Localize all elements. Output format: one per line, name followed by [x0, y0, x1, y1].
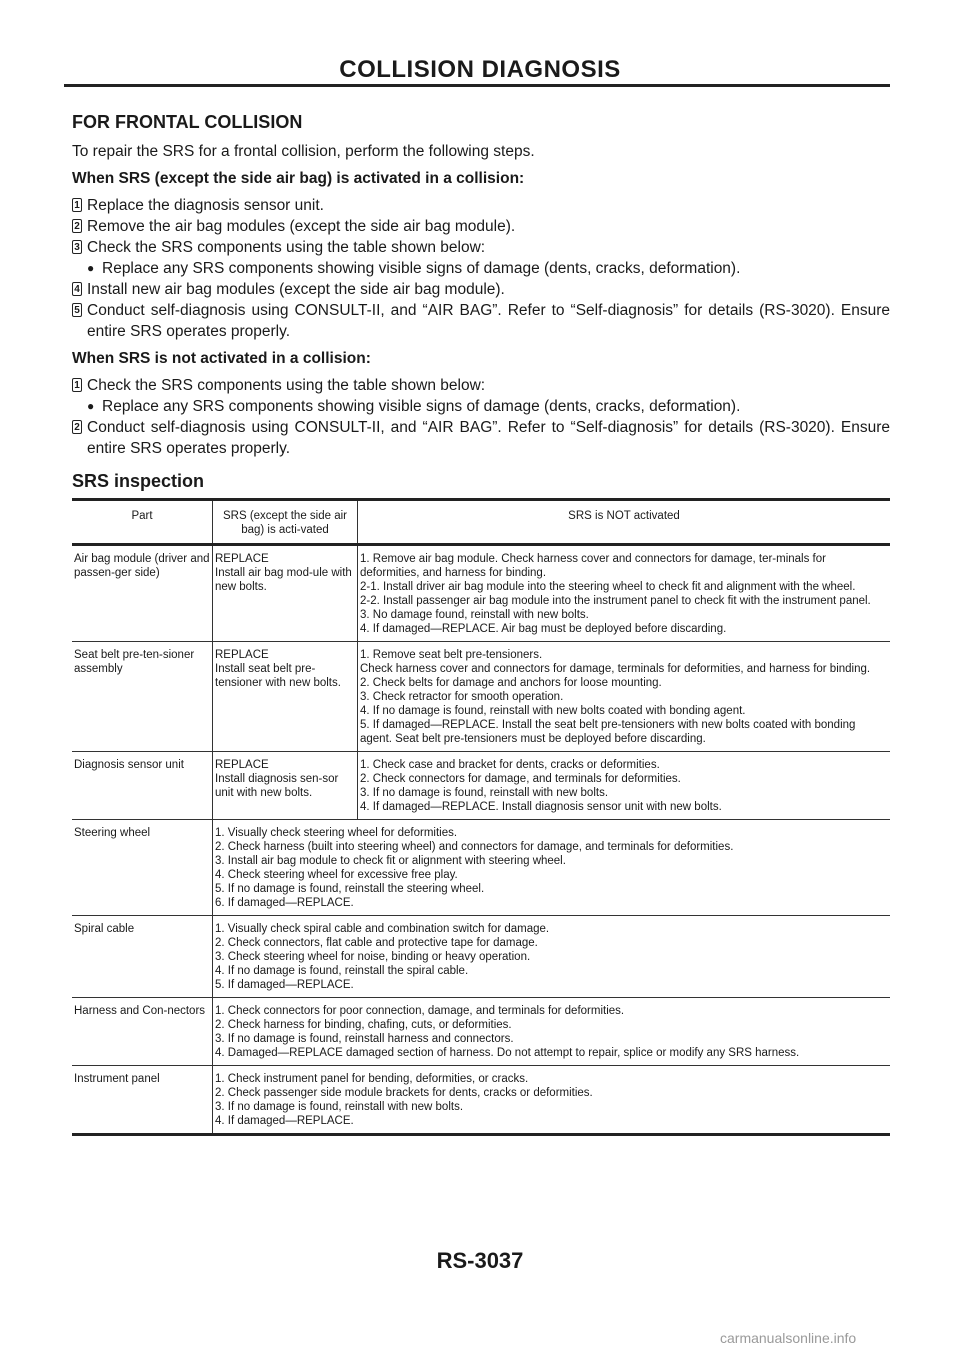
- cell-line: Check harness cover and connectors for damage, terminals for deformities, and harness for binding.: [360, 663, 871, 675]
- cell-part: Seat belt pre-ten-sioner assembly: [74, 649, 195, 675]
- step-number-4-icon: 4: [72, 282, 82, 296]
- intro-text: To repair the SRS for a frontal collision, perform the following steps.: [72, 143, 535, 160]
- cell-line: 1. Visually check spiral cable and combination switch for damage.: [215, 923, 550, 935]
- cell-line: 2-1. Install driver air bag module into the steering wheel to check fit and alignment with the wheel.: [360, 581, 856, 593]
- cell-line: 6. If damaged—REPLACE.: [215, 897, 354, 909]
- cell-part: Spiral cable: [74, 923, 135, 935]
- bullet-icon: ●: [87, 399, 95, 413]
- cell-line: 5. If no damage is found, reinstall the steering wheel.: [215, 883, 485, 895]
- cell-line: 3. Install air bag module to check fit or alignment with steering wheel.: [215, 855, 566, 867]
- table-row: [72, 1066, 890, 1135]
- step-number-1-icon: 1: [72, 198, 82, 212]
- cell-line: 2. Check harness (built into steering wheel) and connectors for damage, and terminals for deformities.: [215, 841, 734, 853]
- activated-step-4: 4 Install new air bag modules (except the side air bag module).: [72, 279, 890, 300]
- activated-step-3: 3 Check the SRS components using the table shown below:: [72, 237, 890, 258]
- bullet-icon: ●: [87, 261, 95, 275]
- cell-line: 1. Check connectors for poor connection, damage, and terminals for deformities.: [215, 1005, 625, 1017]
- cell-activated: [213, 642, 358, 752]
- step-number-2-icon: 2: [72, 420, 82, 434]
- cell-line: 3. If no damage is found, reinstall with new bolts.: [360, 787, 609, 799]
- table-row: [72, 998, 890, 1066]
- section-title-srs-inspection: SRS inspection: [72, 471, 205, 491]
- cell-activated: [213, 545, 358, 642]
- not-activated-step-1: 1 Check the SRS components using the table shown below:: [72, 375, 890, 396]
- table-row: [72, 916, 890, 998]
- cell-activated: [213, 752, 358, 820]
- cell-line: 2. Check connectors, flat cable and protective tape for damage.: [215, 937, 538, 949]
- main-content: [72, 112, 890, 1136]
- not-activated-bullet: ● Replace any SRS components showing visible signs of damage (dents, cracks, deformation).: [87, 398, 741, 415]
- cell-line: 1. Visually check steering wheel for deformities.: [215, 827, 458, 839]
- cell-line: 1. Check instrument panel for bending, deformities, or cracks.: [215, 1073, 529, 1085]
- cell-line: 2. Check belts for damage and anchors for loose mounting.: [360, 677, 662, 689]
- header-rule: [64, 84, 890, 87]
- cell-inspection: [213, 820, 891, 916]
- activated-step-2: 2 Remove the air bag modules (except the side air bag module).: [72, 216, 890, 237]
- activated-bullet: ● Replace any SRS components showing visible signs of damage (dents, cracks, deformation).: [87, 260, 741, 277]
- activated-step-5: 5 Conduct self-diagnosis using CONSULT-II, and “AIR BAG”. Refer to “Self-diagnosis” for details (RS-3020). Ensure entire SRS operates properly.: [72, 300, 890, 342]
- cell-part: Harness and Con-nectors: [74, 1005, 206, 1017]
- cell-line: 3. If no damage is found, reinstall harness and connectors.: [215, 1033, 514, 1045]
- cell-line: REPLACE: [215, 553, 269, 565]
- cell-inspection: [213, 916, 891, 998]
- cell-line: 5. If damaged—REPLACE.: [215, 979, 354, 991]
- cell-line: 3. No damage found, reinstall with new bolts.: [360, 609, 589, 621]
- activated-heading: When SRS (except the side air bag) is activated in a collision:: [72, 170, 525, 187]
- cell-line: 4. If no damage is found, reinstall with new bolts coated with bonding agent.: [360, 705, 746, 717]
- cell-part: Instrument panel: [74, 1073, 160, 1085]
- cell-line: REPLACE: [215, 649, 269, 661]
- not-activated-step-2: 2 Conduct self-diagnosis using CONSULT-II, and “AIR BAG”. Refer to “Self-diagnosis” for details (RS-3020). Ensure entire SRS operates properly.: [72, 417, 890, 459]
- cell-line: 5. If damaged—REPLACE. Install the seat belt pre-tensioners with new bolts coated with bonding agent. Seat belt pre-tensioners must be deployed before discarding.: [360, 719, 856, 745]
- cell-line: 4. Check steering wheel for excessive free play.: [215, 869, 458, 881]
- cell-line: 3. Check retractor for smooth operation.: [360, 691, 564, 703]
- cell-line: 4. If damaged—REPLACE. Install diagnosis sensor unit with new bolts.: [360, 801, 722, 813]
- table-header-row: [72, 501, 890, 545]
- cell-line: 3. Check steering wheel for noise, binding or heavy operation.: [215, 951, 531, 963]
- cell-line: 1. Remove air bag module. Check harness cover and connectors for damage, ter-minals for deformities, and harness for binding.: [360, 553, 826, 579]
- cell-line: 1. Remove seat belt pre-tensioners.: [360, 649, 543, 661]
- not-activated-heading: When SRS is not activated in a collision:: [72, 350, 371, 367]
- cell-line: Install seat belt pre-tensioner with new bolts.: [215, 663, 341, 689]
- page-header-title: COLLISION DIAGNOSIS: [339, 56, 621, 83]
- watermark: carmanualsonline.info: [720, 1330, 857, 1346]
- cell-line: 4. Damaged—REPLACE damaged section of harness. Do not attempt to repair, splice or modify any SRS harness.: [215, 1047, 800, 1059]
- table-body: [72, 545, 890, 1135]
- header-not-activated: SRS is NOT activated: [358, 501, 891, 545]
- cell-line: Install diagnosis sen-sor unit with new bolts.: [215, 773, 339, 799]
- header-part: Part: [131, 510, 153, 522]
- table-row: [72, 545, 890, 642]
- cell-line: 2. Check connectors for damage, and terminals for deformities.: [360, 773, 681, 785]
- cell-inspection: [213, 998, 891, 1066]
- cell-part: Diagnosis sensor unit: [74, 759, 184, 771]
- cell-part: Steering wheel: [74, 827, 151, 839]
- step-number-3-icon: 3: [72, 240, 82, 254]
- cell-inspection: [213, 1066, 891, 1135]
- table-row: [72, 752, 890, 820]
- cell-line: 4. If damaged—REPLACE. Air bag must be deployed before discarding.: [360, 623, 727, 635]
- cell-line: REPLACE: [215, 759, 269, 771]
- table-row: [72, 820, 890, 916]
- page-number: RS-3037: [436, 1248, 524, 1273]
- cell-line: 2. Check passenger side module brackets for dents, cracks or deformities.: [215, 1087, 593, 1099]
- cell-line: 2-2. Install passenger air bag module into the instrument panel to check fit with the instrument panel.: [360, 595, 871, 607]
- cell-line: 2. Check harness for binding, chafing, cuts, or deformities.: [215, 1019, 512, 1031]
- cell-line: 3. If no damage is found, reinstall with new bolts.: [215, 1101, 464, 1113]
- section-title-frontal: FOR FRONTAL COLLISION: [72, 112, 303, 132]
- cell-line: 4. If no damage is found, reinstall the spiral cable.: [215, 965, 469, 977]
- step-number-2-icon: 2: [72, 219, 82, 233]
- cell-line: Install air bag mod-ule with new bolts.: [215, 567, 352, 593]
- table-row: [72, 642, 890, 752]
- step-number-5-icon: 5: [72, 303, 82, 317]
- cell-line: 1. Check case and bracket for dents, cracks or deformities.: [360, 759, 660, 771]
- cell-line: 4. If damaged—REPLACE.: [215, 1115, 354, 1127]
- header-activated: SRS (except the side air bag) is acti-vated: [213, 501, 358, 545]
- srs-inspection-table: [72, 501, 890, 1136]
- step-number-1-icon: 1: [72, 378, 82, 392]
- cell-not-activated: [358, 545, 891, 642]
- cell-not-activated: [358, 642, 891, 752]
- cell-not-activated: [358, 752, 891, 820]
- cell-part: Air bag module (driver and passen-ger side): [74, 553, 210, 579]
- activated-step-1: 1 Replace the diagnosis sensor unit.: [72, 195, 890, 216]
